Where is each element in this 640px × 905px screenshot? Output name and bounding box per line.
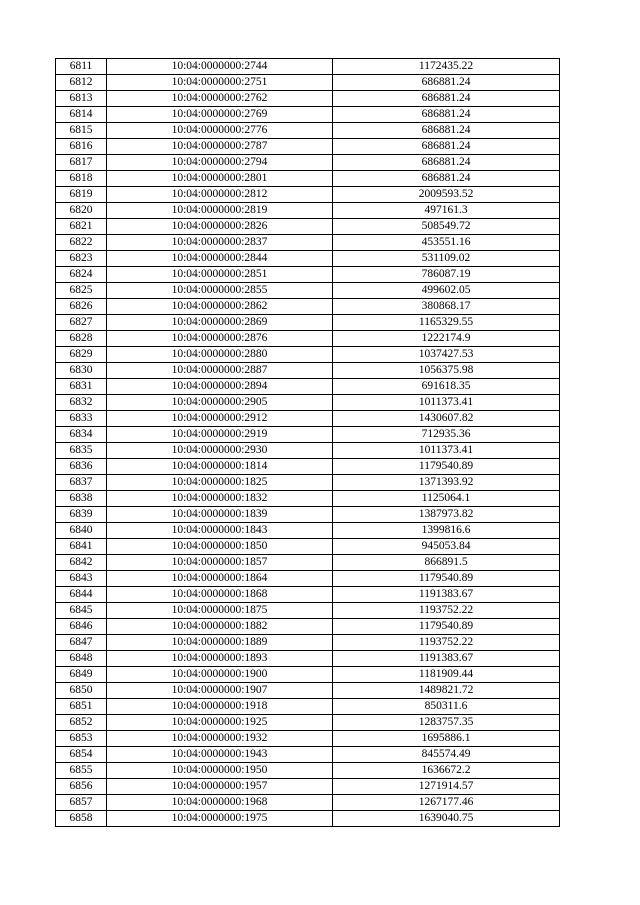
cadastral-number-cell: 10:04:0000000:1950 xyxy=(107,763,333,779)
row-number-cell: 6843 xyxy=(56,571,107,587)
value-cell: 1639040.75 xyxy=(333,811,560,827)
row-number-cell: 6822 xyxy=(56,235,107,251)
value-cell: 1011373.41 xyxy=(333,443,560,459)
value-cell: 712935.36 xyxy=(333,427,560,443)
cadastral-number-cell: 10:04:0000000:2801 xyxy=(107,171,333,187)
cadastral-number-cell: 10:04:0000000:2912 xyxy=(107,411,333,427)
value-cell: 686881.24 xyxy=(333,171,560,187)
value-cell: 1172435.22 xyxy=(333,59,560,75)
table-row xyxy=(56,795,560,811)
cadastral-number-cell: 10:04:0000000:1900 xyxy=(107,667,333,683)
value-cell: 1695886.1 xyxy=(333,731,560,747)
cadastral-number-cell: 10:04:0000000:1843 xyxy=(107,523,333,539)
cadastral-number-cell: 10:04:0000000:1889 xyxy=(107,635,333,651)
value-cell: 845574.49 xyxy=(333,747,560,763)
row-number-cell: 6828 xyxy=(56,331,107,347)
row-number-cell: 6837 xyxy=(56,475,107,491)
table-row xyxy=(56,539,560,555)
cadastral-number-cell: 10:04:0000000:2769 xyxy=(107,107,333,123)
value-cell: 945053.84 xyxy=(333,539,560,555)
data-table xyxy=(55,58,560,827)
table-row xyxy=(56,203,560,219)
cadastral-number-cell: 10:04:0000000:1918 xyxy=(107,699,333,715)
cadastral-number-cell: 10:04:0000000:2776 xyxy=(107,123,333,139)
row-number-cell: 6858 xyxy=(56,811,107,827)
cadastral-number-cell: 10:04:0000000:2862 xyxy=(107,299,333,315)
table-row xyxy=(56,507,560,523)
value-cell: 1191383.67 xyxy=(333,651,560,667)
value-cell: 1222174.9 xyxy=(333,331,560,347)
value-cell: 686881.24 xyxy=(333,139,560,155)
table-row xyxy=(56,91,560,107)
row-number-cell: 6811 xyxy=(56,59,107,75)
row-number-cell: 6815 xyxy=(56,123,107,139)
cadastral-number-cell: 10:04:0000000:1875 xyxy=(107,603,333,619)
row-number-cell: 6833 xyxy=(56,411,107,427)
cadastral-number-cell: 10:04:0000000:1943 xyxy=(107,747,333,763)
cadastral-number-cell: 10:04:0000000:2762 xyxy=(107,91,333,107)
row-number-cell: 6836 xyxy=(56,459,107,475)
row-number-cell: 6817 xyxy=(56,155,107,171)
table-row xyxy=(56,459,560,475)
cadastral-number-cell: 10:04:0000000:2894 xyxy=(107,379,333,395)
cadastral-number-cell: 10:04:0000000:2919 xyxy=(107,427,333,443)
cadastral-number-cell: 10:04:0000000:2930 xyxy=(107,443,333,459)
cadastral-number-cell: 10:04:0000000:2826 xyxy=(107,219,333,235)
cadastral-number-cell: 10:04:0000000:2751 xyxy=(107,75,333,91)
row-number-cell: 6825 xyxy=(56,283,107,299)
table-row xyxy=(56,347,560,363)
table-row xyxy=(56,635,560,651)
row-number-cell: 6850 xyxy=(56,683,107,699)
cadastral-number-cell: 10:04:0000000:2855 xyxy=(107,283,333,299)
table-row xyxy=(56,571,560,587)
cadastral-number-cell: 10:04:0000000:1850 xyxy=(107,539,333,555)
value-cell: 686881.24 xyxy=(333,75,560,91)
value-cell: 531109.02 xyxy=(333,251,560,267)
value-cell: 686881.24 xyxy=(333,107,560,123)
table-row xyxy=(56,331,560,347)
row-number-cell: 6849 xyxy=(56,667,107,683)
value-cell: 1371393.92 xyxy=(333,475,560,491)
value-cell: 786087.19 xyxy=(333,267,560,283)
table-row xyxy=(56,155,560,171)
row-number-cell: 6841 xyxy=(56,539,107,555)
row-number-cell: 6816 xyxy=(56,139,107,155)
table-row xyxy=(56,107,560,123)
row-number-cell: 6839 xyxy=(56,507,107,523)
row-number-cell: 6820 xyxy=(56,203,107,219)
cadastral-number-cell: 10:04:0000000:1957 xyxy=(107,779,333,795)
value-cell: 686881.24 xyxy=(333,123,560,139)
row-number-cell: 6857 xyxy=(56,795,107,811)
row-number-cell: 6819 xyxy=(56,187,107,203)
cadastral-number-cell: 10:04:0000000:2744 xyxy=(107,59,333,75)
table-row xyxy=(56,411,560,427)
cadastral-number-cell: 10:04:0000000:2905 xyxy=(107,395,333,411)
cadastral-number-cell: 10:04:0000000:1925 xyxy=(107,715,333,731)
cadastral-number-cell: 10:04:0000000:2812 xyxy=(107,187,333,203)
row-number-cell: 6823 xyxy=(56,251,107,267)
row-number-cell: 6835 xyxy=(56,443,107,459)
value-cell: 850311.6 xyxy=(333,699,560,715)
row-number-cell: 6824 xyxy=(56,267,107,283)
cadastral-number-cell: 10:04:0000000:1857 xyxy=(107,555,333,571)
row-number-cell: 6834 xyxy=(56,427,107,443)
cadastral-number-cell: 10:04:0000000:1975 xyxy=(107,811,333,827)
row-number-cell: 6831 xyxy=(56,379,107,395)
row-number-cell: 6854 xyxy=(56,747,107,763)
table-row xyxy=(56,123,560,139)
table-row xyxy=(56,443,560,459)
value-cell: 1636672.2 xyxy=(333,763,560,779)
cadastral-number-cell: 10:04:0000000:1907 xyxy=(107,683,333,699)
table-row xyxy=(56,811,560,827)
cadastral-number-cell: 10:04:0000000:2794 xyxy=(107,155,333,171)
row-number-cell: 6840 xyxy=(56,523,107,539)
row-number-cell: 6832 xyxy=(56,395,107,411)
row-number-cell: 6826 xyxy=(56,299,107,315)
table-row xyxy=(56,59,560,75)
cadastral-number-cell: 10:04:0000000:1868 xyxy=(107,587,333,603)
cadastral-number-cell: 10:04:0000000:2844 xyxy=(107,251,333,267)
row-number-cell: 6855 xyxy=(56,763,107,779)
value-cell: 1179540.89 xyxy=(333,459,560,475)
value-cell: 686881.24 xyxy=(333,91,560,107)
row-number-cell: 6846 xyxy=(56,619,107,635)
table-body xyxy=(56,59,560,827)
value-cell: 1125064.1 xyxy=(333,491,560,507)
cadastral-number-cell: 10:04:0000000:1825 xyxy=(107,475,333,491)
value-cell: 453551.16 xyxy=(333,235,560,251)
value-cell: 1267177.46 xyxy=(333,795,560,811)
table-row xyxy=(56,315,560,331)
value-cell: 1179540.89 xyxy=(333,619,560,635)
table-row xyxy=(56,523,560,539)
table-row xyxy=(56,603,560,619)
row-number-cell: 6812 xyxy=(56,75,107,91)
table-row xyxy=(56,379,560,395)
value-cell: 1193752.22 xyxy=(333,635,560,651)
value-cell: 1399816.6 xyxy=(333,523,560,539)
value-cell: 1387973.82 xyxy=(333,507,560,523)
row-number-cell: 6838 xyxy=(56,491,107,507)
table-row xyxy=(56,219,560,235)
value-cell: 508549.72 xyxy=(333,219,560,235)
row-number-cell: 6851 xyxy=(56,699,107,715)
value-cell: 1011373.41 xyxy=(333,395,560,411)
table-row xyxy=(56,475,560,491)
value-cell: 1430607.82 xyxy=(333,411,560,427)
table-row xyxy=(56,75,560,91)
row-number-cell: 6844 xyxy=(56,587,107,603)
row-number-cell: 6852 xyxy=(56,715,107,731)
value-cell: 380868.17 xyxy=(333,299,560,315)
table-row xyxy=(56,139,560,155)
table-row xyxy=(56,555,560,571)
row-number-cell: 6830 xyxy=(56,363,107,379)
table-row xyxy=(56,235,560,251)
table-row xyxy=(56,395,560,411)
table-row xyxy=(56,171,560,187)
cadastral-number-cell: 10:04:0000000:2819 xyxy=(107,203,333,219)
value-cell: 499602.05 xyxy=(333,283,560,299)
cadastral-number-cell: 10:04:0000000:2876 xyxy=(107,331,333,347)
value-cell: 866891.5 xyxy=(333,555,560,571)
row-number-cell: 6813 xyxy=(56,91,107,107)
table-row xyxy=(56,299,560,315)
value-cell: 1181909.44 xyxy=(333,667,560,683)
value-cell: 1037427.53 xyxy=(333,347,560,363)
value-cell: 1193752.22 xyxy=(333,603,560,619)
table-row xyxy=(56,667,560,683)
cadastral-number-cell: 10:04:0000000:2837 xyxy=(107,235,333,251)
table-row xyxy=(56,363,560,379)
row-number-cell: 6814 xyxy=(56,107,107,123)
row-number-cell: 6845 xyxy=(56,603,107,619)
cadastral-number-cell: 10:04:0000000:1832 xyxy=(107,491,333,507)
cadastral-number-cell: 10:04:0000000:1839 xyxy=(107,507,333,523)
row-number-cell: 6827 xyxy=(56,315,107,331)
cadastral-number-cell: 10:04:0000000:2851 xyxy=(107,267,333,283)
table-row xyxy=(56,651,560,667)
cadastral-number-cell: 10:04:0000000:1814 xyxy=(107,459,333,475)
table-row xyxy=(56,683,560,699)
value-cell: 497161.3 xyxy=(333,203,560,219)
table-row xyxy=(56,251,560,267)
table-row xyxy=(56,731,560,747)
table-row xyxy=(56,187,560,203)
cadastral-number-cell: 10:04:0000000:2887 xyxy=(107,363,333,379)
table-row xyxy=(56,619,560,635)
row-number-cell: 6842 xyxy=(56,555,107,571)
table-row xyxy=(56,427,560,443)
table-row xyxy=(56,283,560,299)
value-cell: 2009593.52 xyxy=(333,187,560,203)
value-cell: 1191383.67 xyxy=(333,587,560,603)
value-cell: 691618.35 xyxy=(333,379,560,395)
table-row xyxy=(56,747,560,763)
cadastral-number-cell: 10:04:0000000:2869 xyxy=(107,315,333,331)
row-number-cell: 6821 xyxy=(56,219,107,235)
row-number-cell: 6856 xyxy=(56,779,107,795)
row-number-cell: 6848 xyxy=(56,651,107,667)
table-row xyxy=(56,267,560,283)
cadastral-number-cell: 10:04:0000000:2880 xyxy=(107,347,333,363)
value-cell: 1283757.35 xyxy=(333,715,560,731)
cadastral-number-cell: 10:04:0000000:1893 xyxy=(107,651,333,667)
value-cell: 1489821.72 xyxy=(333,683,560,699)
table-row xyxy=(56,587,560,603)
value-cell: 1271914.57 xyxy=(333,779,560,795)
row-number-cell: 6853 xyxy=(56,731,107,747)
table-row xyxy=(56,763,560,779)
row-number-cell: 6847 xyxy=(56,635,107,651)
row-number-cell: 6818 xyxy=(56,171,107,187)
cadastral-number-cell: 10:04:0000000:1932 xyxy=(107,731,333,747)
cadastral-number-cell: 10:04:0000000:1882 xyxy=(107,619,333,635)
value-cell: 686881.24 xyxy=(333,155,560,171)
cadastral-number-cell: 10:04:0000000:1968 xyxy=(107,795,333,811)
cadastral-number-cell: 10:04:0000000:2787 xyxy=(107,139,333,155)
row-number-cell: 6829 xyxy=(56,347,107,363)
table-row xyxy=(56,715,560,731)
value-cell: 1056375.98 xyxy=(333,363,560,379)
value-cell: 1179540.89 xyxy=(333,571,560,587)
cadastral-number-cell: 10:04:0000000:1864 xyxy=(107,571,333,587)
table-row xyxy=(56,699,560,715)
table-row xyxy=(56,491,560,507)
value-cell: 1165329.55 xyxy=(333,315,560,331)
table-row xyxy=(56,779,560,795)
